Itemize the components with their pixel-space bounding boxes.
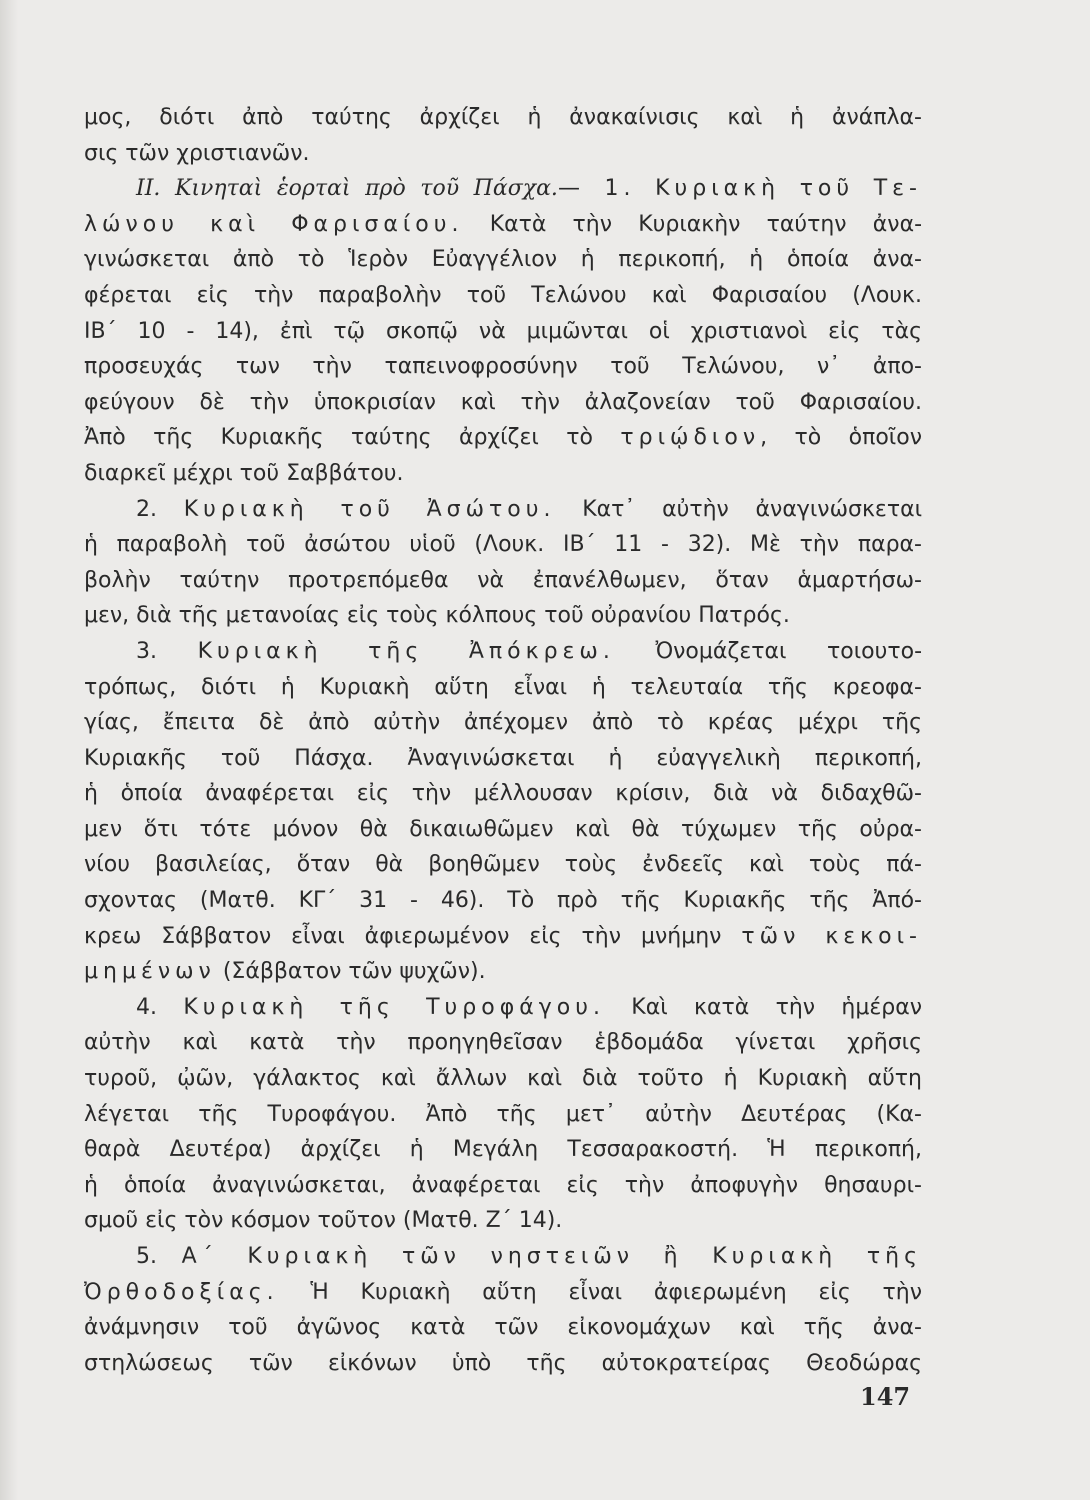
text-line: μος, διότι ἀπὸ ταύτης ἀρχίζει ἡ ἀνακαίνισις καὶ ἡ ἀνάπλα- [84, 105, 922, 130]
text-line [84, 990, 922, 1026]
spaced-term: τῶν κεκοι- [741, 923, 922, 949]
text-line: νίου βασιλείας, ὅταν θὰ βοηθῶμεν τοὺς ἐνδεεῖς καὶ τοὺς πά- [84, 852, 922, 878]
text-line: σμοῦ εἰς τὸν κόσμον τοῦτον (Ματθ. Ζ΄ 14). [84, 1208, 563, 1234]
text-line [84, 1239, 922, 1275]
text-line [84, 919, 922, 955]
feast-title: λώνου καὶ Φαρισαίου. [84, 211, 464, 237]
text-line: ἀνάμνησιν τοῦ ἀγῶνος κατὰ τῶν εἰκονομάχων καὶ τῆς ἀνα- [84, 1315, 922, 1341]
text-line: τρόπως, διότι ἡ Κυριακὴ αὕτη εἶναι ἡ τελευταία τῆς κρεοφα- [84, 674, 922, 700]
text-line: γινώσκεται ἀπὸ τὸ Ἱερὸν Εὐαγγέλιον ἡ περικοπή, ἡ ὁποία ἀνα- [84, 247, 922, 273]
feast-title: Ὀρθοδοξίας. [84, 1279, 279, 1305]
text-run: , τὸ ὁποῖον [760, 425, 922, 451]
item-number: 5. [136, 1244, 182, 1269]
text-line [84, 492, 922, 528]
text-line: σχοντας (Ματθ. ΚΓ΄ 31 - 46). Τὸ πρὸ τῆς Κυριακῆς τῆς Ἀπό- [84, 888, 922, 914]
text-run: Κατ᾽ αὐτὴν ἀναγινώσκεται [555, 496, 922, 522]
item-number: 4. [136, 994, 184, 1020]
text-line [84, 207, 922, 243]
spaced-term: τριῴδιον [620, 425, 761, 451]
text-run: Ἀπὸ τῆς Κυριακῆς ταύτης ἀρχίζει τὸ [84, 425, 621, 451]
feast-title: Κυριακὴ τῆς Ἀπόκρεω. [197, 638, 615, 664]
text-line: διαρκεῖ μέχρι τοῦ Σαββάτου. [84, 460, 404, 486]
text-line: ΙΒ΄ 10 - 14), ἐπὶ τῷ σκοπῷ νὰ μιμῶνται οἱ χριστιανοὶ εἰς τὰς [84, 318, 922, 344]
text-line: φέρεται εἰς τὴν παραβολὴν τοῦ Τελώνου καὶ Φαρισαίου (Λουκ. [84, 282, 922, 308]
text-line: μεν, διὰ τῆς μετανοίας εἰς τοὺς κόλπους τοῦ οὐρανίου Πατρός. [84, 603, 790, 629]
text-line: ἡ ὁποία ἀναγινώσκεται, ἀναφέρεται εἰς τὴν ἀποφυγὴν θησαυρι- [84, 1172, 922, 1198]
section-heading: ΙΙ. Κινηταὶ ἑορταὶ πρὸ τοῦ Πάσχα. [136, 176, 558, 202]
text-line: αὐτὴν καὶ κατὰ τὴν προηγηθεῖσαν ἑβδομάδα γίνεται χρῆσις [84, 1030, 922, 1056]
feast-title: Α΄ Κυριακὴ τῶν νηστειῶν ἢ Κυριακὴ τῆς [181, 1244, 922, 1269]
text-line [84, 634, 922, 670]
text-run: Καὶ κατὰ τὴν ἡμέραν [604, 994, 922, 1020]
text-line: ἡ ὁποία ἀναφέρεται εἰς τὴν μέλλουσαν κρίσιν, διὰ νὰ διδαχθῶ- [84, 781, 922, 807]
text-line: βολὴν ταύτην προτρεπόμεθα νὰ ἐπανέλθωμεν, ὅταν ἁμαρτήσω- [84, 567, 922, 593]
text-line: γίας, ἔπειτα δὲ ἀπὸ αὐτὴν ἀπέχομεν ἀπὸ τὸ κρέας μέχρι τῆς [84, 710, 922, 736]
text-line: προσευχάς των τὴν ταπεινοφροσύνην τοῦ Τελώνου, ν᾽ ἀπο- [84, 354, 922, 380]
text-line: τυροῦ, ᾠῶν, γάλακτος καὶ ἄλλων καὶ διὰ τοῦτο ἡ Κυριακὴ αὕτη [84, 1066, 922, 1092]
body-text [84, 100, 922, 1381]
text-line [84, 1275, 922, 1311]
feast-title: Κυριακὴ τοῦ Ἀσώτου. [183, 496, 556, 522]
item-number: 2. [136, 496, 184, 522]
text-line: σις τῶν χριστιανῶν. [84, 140, 310, 166]
feast-title: — 1. Κυριακὴ τοῦ Τε- [557, 176, 922, 202]
text-line [84, 420, 922, 456]
item-number: 3. [136, 638, 198, 664]
text-line-heading [84, 171, 922, 207]
feast-title: Κυριακὴ τῆς Τυροφάγου. [183, 994, 605, 1020]
text-line: φεύγουν δὲ τὴν ὑποκρισίαν καὶ τὴν ἀλαζονείαν τοῦ Φαρισαίου. [84, 389, 922, 415]
text-line: μεν ὅτι τότε μόνον θὰ δικαιωθῶμεν καὶ θὰ τύχωμεν τῆς οὐρα- [84, 816, 922, 842]
text-run: Ὀνομάζεται τοιουτο- [614, 638, 922, 664]
page-fold-shadow [0, 0, 18, 1500]
text-line: λέγεται τῆς Τυροφάγου. Ἀπὸ τῆς μετ᾽ αὐτὴν Δευτέρας (Κα- [84, 1101, 922, 1127]
text-line: Κυριακῆς τοῦ Πάσχα. Ἀναγινώσκεται ἡ εὐαγγελικὴ περικοπή, [84, 745, 922, 771]
text-run: Ἡ Κυριακὴ αὕτη εἶναι ἀφιερωμένη εἰς τὴν [278, 1279, 922, 1305]
text-run: (Σάββατον τῶν ψυχῶν). [215, 959, 486, 985]
text-line: στηλώσεως τῶν εἰκόνων ὑπὸ τῆς αὐτοκρατείρας Θεοδώρας [84, 1350, 922, 1376]
page-number: 147 [860, 1382, 911, 1411]
text-run: κρεω Σάββατον εἶναι ἀφιερωμένον εἰς τὴν μνήμην [84, 923, 742, 949]
text-line: ἡ παραβολὴ τοῦ ἀσώτου υἱοῦ (Λουκ. ΙΒ΄ 11 - 32). Μὲ τὴν παρα- [84, 532, 922, 558]
text-run: Κατὰ τὴν Κυριακὴν ταύτην ἀνα- [489, 211, 922, 237]
spaced-term: μημένων [84, 959, 216, 985]
text-line [84, 954, 922, 990]
text-line: θαρὰ Δευτέρα) ἀρχίζει ἡ Μεγάλη Τεσσαρακοστή. Ἡ περικοπή, [84, 1137, 922, 1163]
